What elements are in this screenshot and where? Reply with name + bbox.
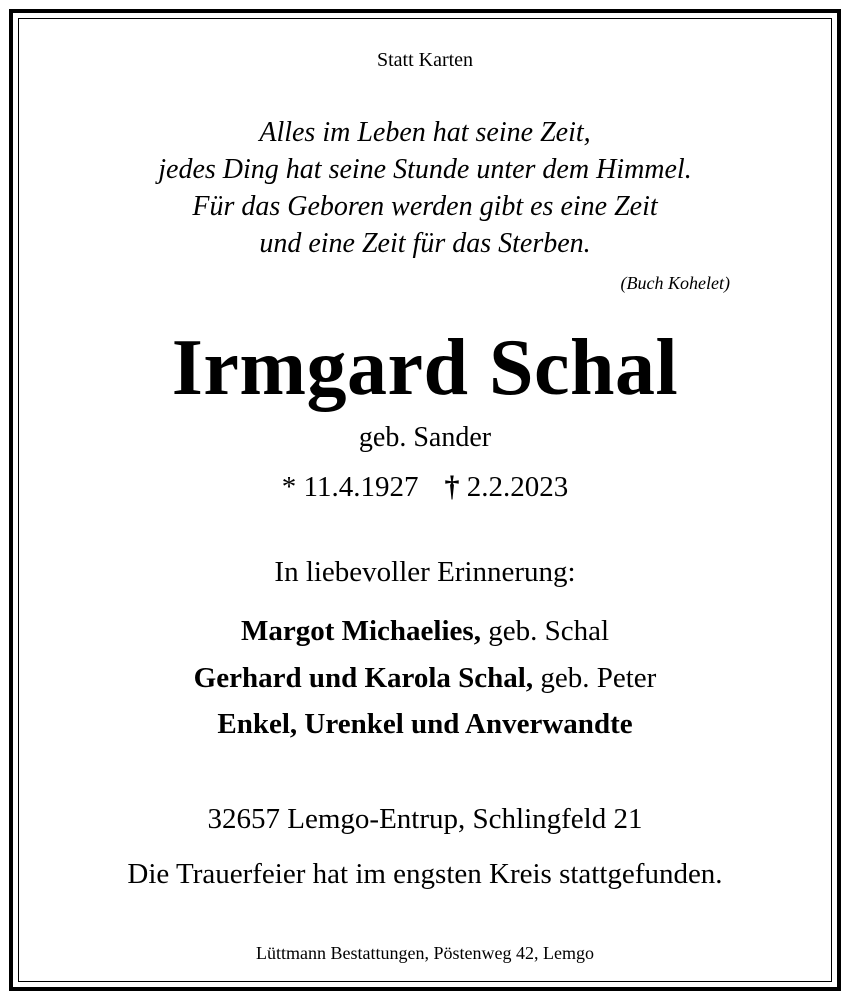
undertaker-footer: Lüttmann Bestattungen, Pöstenweg 42, Lemgo bbox=[256, 943, 594, 963]
mourner-name: Enkel, Urenkel und Anverwandte bbox=[217, 708, 633, 740]
memory-line: In liebevoller Erinnerung: bbox=[274, 556, 576, 588]
deceased-name: Irmgard Schal bbox=[171, 324, 679, 412]
ceremony-note: Die Trauerfeier hat im engsten Kreis stattgefunden. bbox=[127, 858, 723, 890]
verse-line-4: und eine Zeit für das Sterben. bbox=[259, 228, 591, 259]
mourner-name: Margot Michaelies, bbox=[240, 615, 481, 647]
mourner-line bbox=[0, 664, 850, 693]
birth-symbol: * bbox=[281, 471, 297, 503]
death-date: 2.2.2023 bbox=[466, 471, 569, 503]
mourner-suffix: geb. Schal bbox=[480, 615, 610, 647]
notice-header: Statt Karten bbox=[376, 49, 474, 71]
mourner-suffix: geb. Peter bbox=[533, 662, 657, 694]
mourner-line bbox=[0, 710, 850, 739]
verse-line-3: Für das Geboren werden gibt es eine Zeit bbox=[192, 191, 658, 222]
mourner-name: Gerhard und Karola Schal, bbox=[193, 662, 534, 694]
birth-date: 11.4.1927 bbox=[303, 471, 419, 503]
cross-icon: † bbox=[444, 470, 460, 503]
verse-source: (Buch Kohelet) bbox=[620, 273, 730, 293]
maiden-name: geb. Sander bbox=[358, 422, 492, 453]
life-dates bbox=[0, 472, 850, 502]
mourner-line bbox=[0, 617, 850, 646]
address: 32657 Lemgo-Entrup, Schlingfeld 21 bbox=[207, 803, 643, 835]
verse-line-1: Alles im Leben hat seine Zeit, bbox=[259, 117, 591, 148]
verse-line-2: jedes Ding hat seine Stunde unter dem Himmel. bbox=[158, 154, 692, 185]
